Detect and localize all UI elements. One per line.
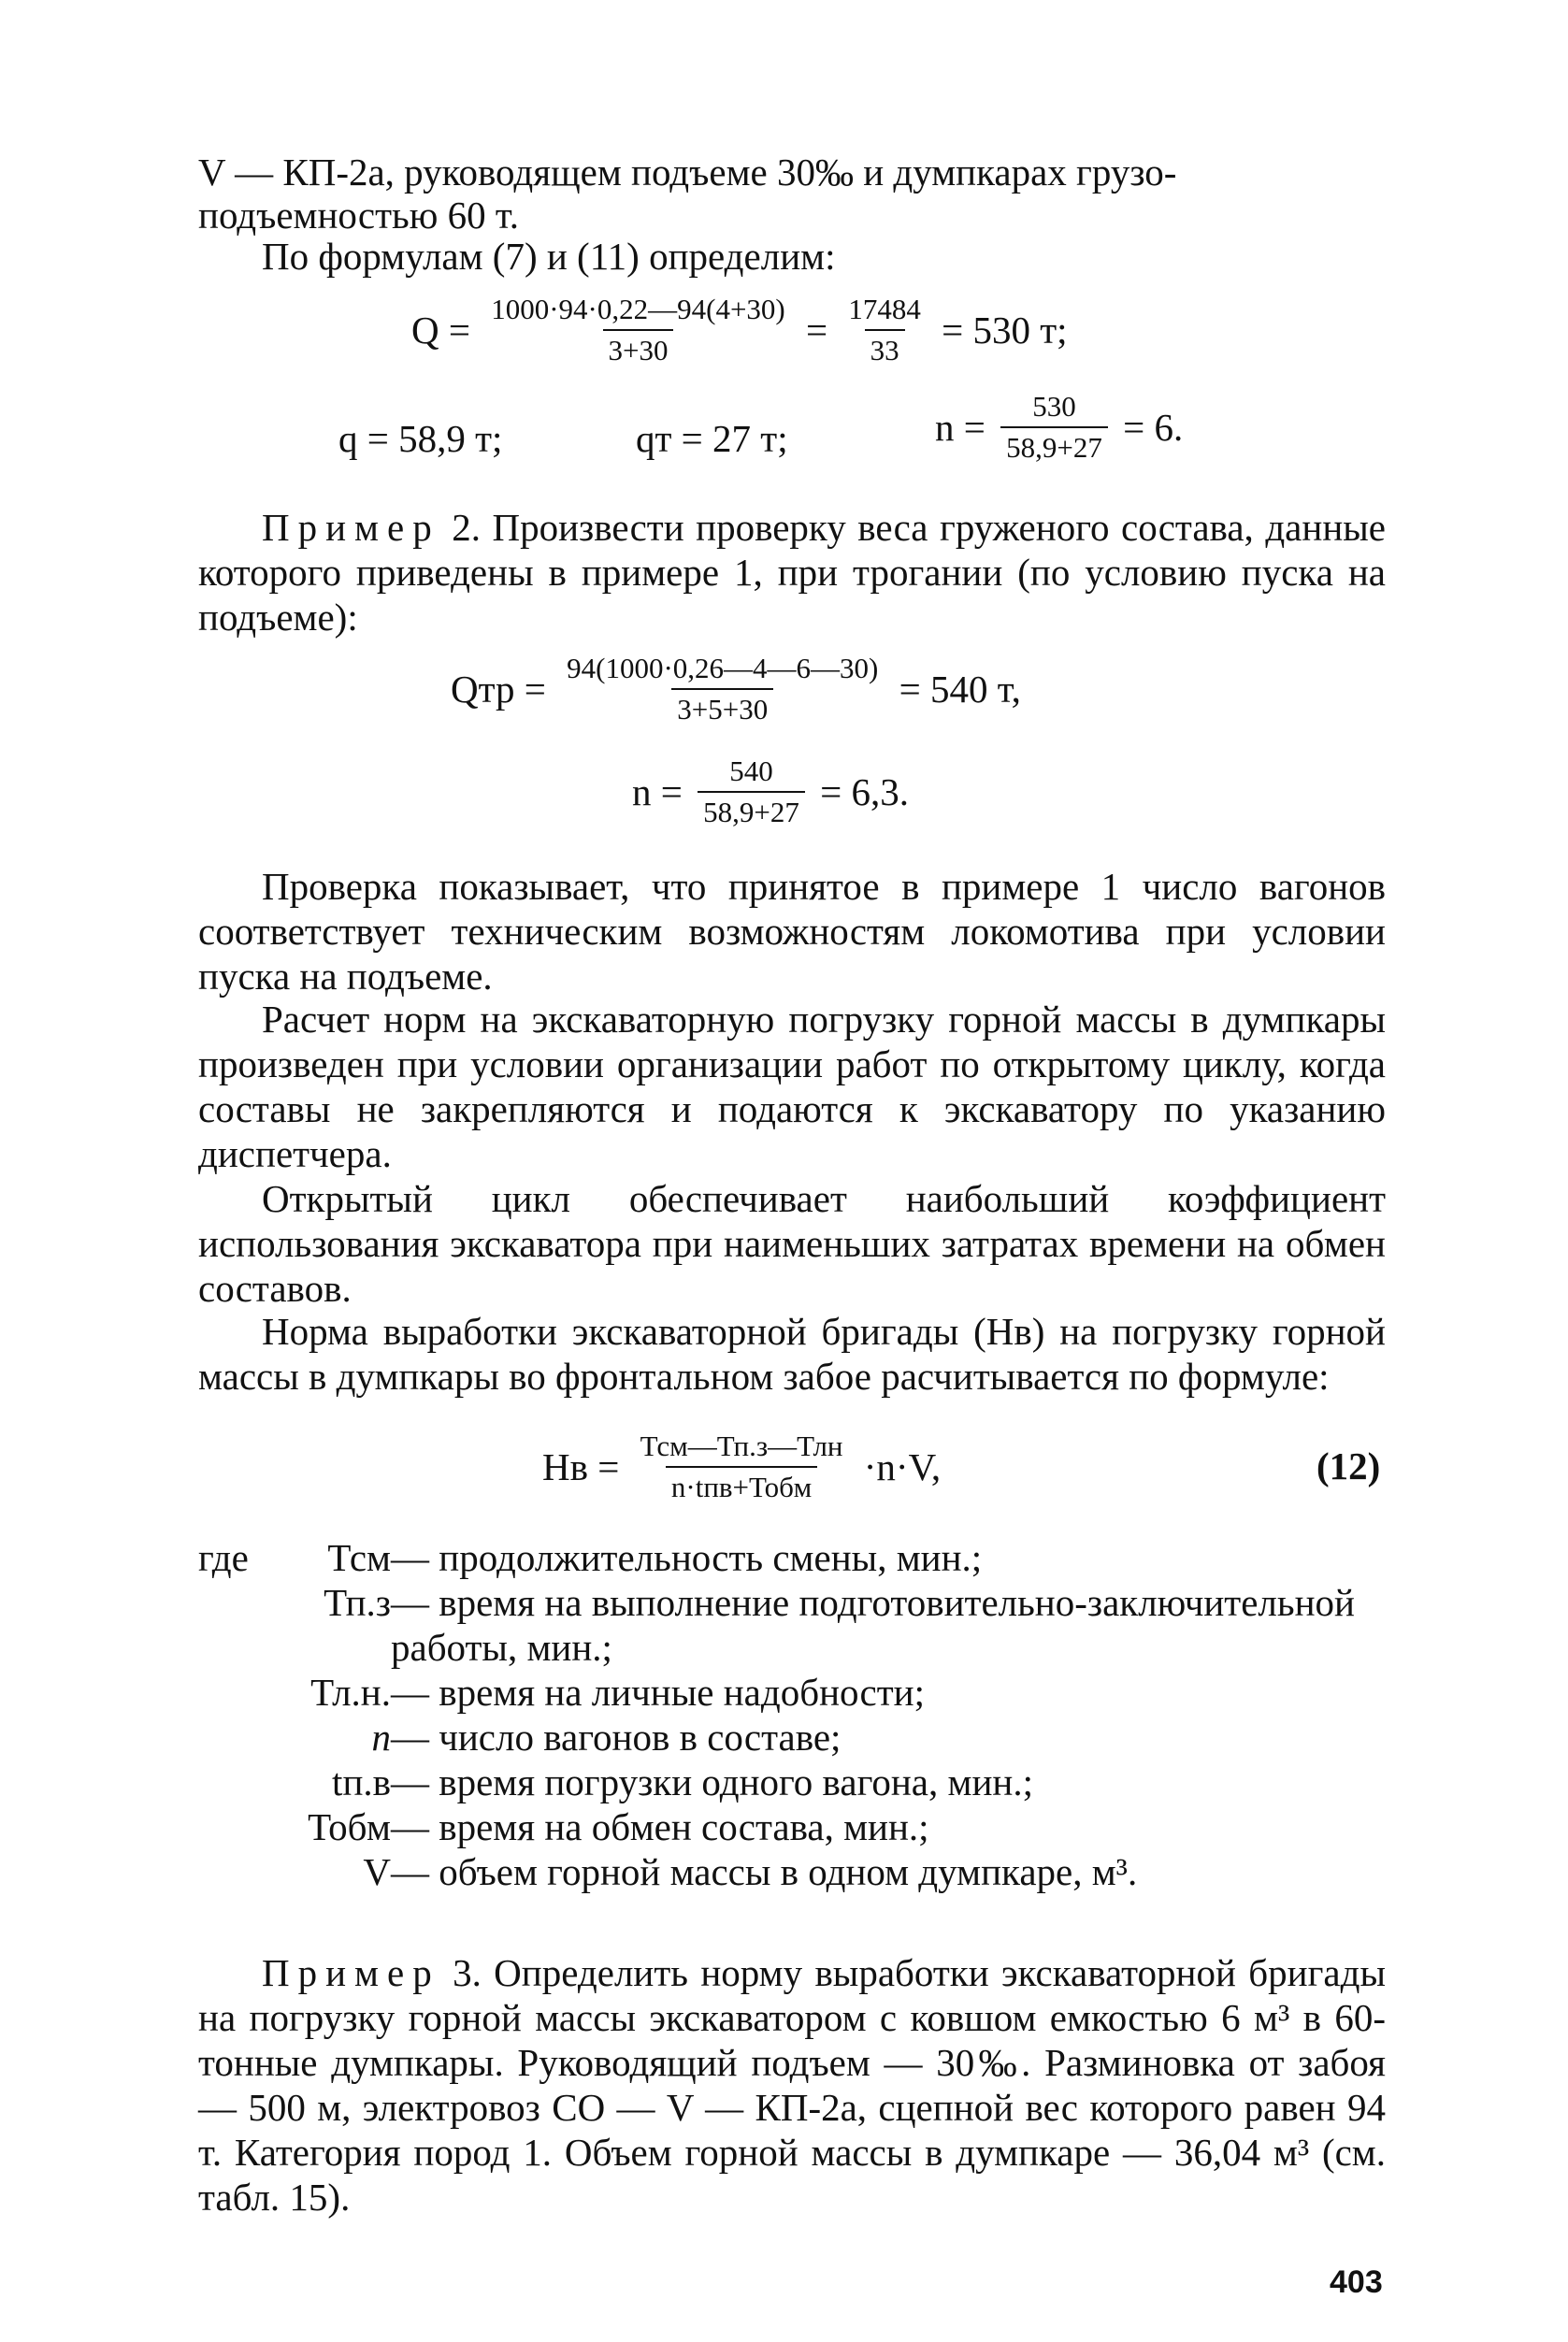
intro-line-3: По формулам (7) и (11) определим: [262,235,836,278]
example-label: Пример [262,1951,440,1994]
definition-text: — время на выполнение подготовительно-заключительной работы, мин.; [391,1581,1355,1669]
fraction-numerator: 17484 [848,293,921,325]
paragraph-check: Проверка показывает, что принятое в примере 1 число вагонов соответствует техническим возможностям локомотива при условии пуска на подъеме. [198,865,1386,998]
definition-item [198,1804,929,1849]
definition-item [198,1580,391,1625]
fraction-denominator: n·tпв+Тобм [666,1466,817,1503]
paragraph-norms: Расчет норм на экскаваторную погрузку горной массы в думпкары произведен при условии организации работ по открытому циклу, когда составы не закрепляются и подаются к экскаватору по указанию диспетчера. [198,998,1386,1175]
definition-symbol: V [363,1850,391,1893]
formula-n1 [935,391,1183,464]
formula-q-lhs: Q = [411,309,470,352]
formula-nv-lhs: Нв = [542,1445,620,1488]
definition-symbol: tп.в [332,1760,391,1803]
example-2-paragraph [198,505,1386,639]
example-label: Пример [262,506,440,549]
definition-item [198,1670,925,1715]
formula-q-value: q = 58,9 т; [338,417,503,460]
intro-line-2: подъемностью 60 т. [198,194,519,237]
definition-symbol: Тобм [308,1805,391,1848]
fraction-denominator: 58,9+27 [698,791,805,828]
example-3-paragraph [198,1950,1386,2220]
fraction-denominator: 3+5+30 [671,688,773,726]
formula-qtr [451,653,1021,726]
page-number: 403 [1330,2264,1383,2300]
formula-n1-result: = 6. [1123,406,1184,449]
formula-n1-lhs: n = [935,406,985,449]
formula-nv-tail: ·n·V, [863,1445,942,1488]
formula-q-result: = 530 т; [942,309,1068,352]
formula-qtr-lhs: Qтр = [451,668,546,711]
intro-line-1: V — КП-2а, руководящем подъеме 30‰ и думпкарах грузо- [198,151,1177,194]
formula-n2-lhs: n = [632,770,683,813]
fraction-numerator: 530 [1032,390,1076,423]
definition-text: — время на обмен состава, мин.; [391,1805,929,1848]
formula-nv [542,1430,941,1503]
paragraph-output-norm: Норма выработки экскаваторной бригады (Нв) на погрузку горной массы в думпкары во фронтальном забое расчитывается по формуле: [198,1310,1386,1398]
definition-symbol: Тл.н. [310,1671,391,1714]
definition-symbol: Тсм [327,1536,391,1579]
definition-item [198,1760,1033,1804]
definition-symbol: Тп.з [324,1581,391,1624]
definition-symbol: n [371,1716,391,1759]
fraction-denominator: 58,9+27 [1000,426,1108,464]
example-text: 2. Произвести проверку веса груженого состава, данные которого приведены в примере 1, при трогании (по условию пуска на подъеме): [198,506,1387,639]
equation-number: (12) [1316,1444,1381,1487]
fraction-numerator: 1000·94·0,22—94(4+30) [491,293,785,325]
definition-text: — время на личные надобности; [391,1671,925,1714]
formula-n2-result: = 6,3. [820,770,909,813]
example-text: 3. Определить норму выработки экскаваторной бригады на погрузку горной массы экскаватором с ковшом емкостью 6 м³ в 60-тонные думпкары. Руководящий подъем — 30‰. Разминовка от забоя — 500 м, электровоз СО — V — КП-2а, сцепной вес которого равен 94 т. Категория пород 1. Объем горной массы в думпкаре — 36,04 м³ (см. табл. 15). [198,1951,1386,2219]
definition-text: — продолжительность смены, мин.; [391,1536,983,1579]
fraction-numerator: 94(1000·0,26—4—6—30) [567,652,879,684]
definition-text: — время погрузки одного вагона, мин.; [391,1760,1033,1803]
definition-item [198,1849,1137,1894]
definition-where: где [198,1536,249,1579]
formula-qtr-result: = 540 т, [899,668,1021,711]
definition-item [198,1535,982,1580]
definition-text: — объем горной массы в одном думпкаре, м³. [391,1850,1138,1893]
formula-n1-fraction [1000,391,1108,464]
formula-q [411,294,1068,366]
formula-q-equals: = [806,309,828,352]
formula-n2 [632,755,909,828]
fraction-denominator: 3+30 [603,329,674,366]
formula-q-fraction-2 [842,294,927,366]
formula-qt-value: qт = 27 т; [636,417,788,460]
fraction-denominator: 33 [865,329,905,366]
definition-text: — число вагонов в составе; [391,1716,842,1759]
formula-qtr-fraction [561,653,884,726]
fraction-numerator: 540 [729,754,773,787]
fraction-numerator: Тсм—Тп.з—Тлн [640,1430,843,1462]
formula-nv-fraction [635,1430,849,1503]
definition-item [198,1715,841,1760]
paragraph-open-cycle: Открытый цикл обеспечивает наибольший коэффициент использования экскаватора при наименьших затратах времени на обмен составов. [198,1177,1386,1310]
formula-n2-fraction [698,755,805,828]
formula-q-fraction-1 [485,294,791,366]
